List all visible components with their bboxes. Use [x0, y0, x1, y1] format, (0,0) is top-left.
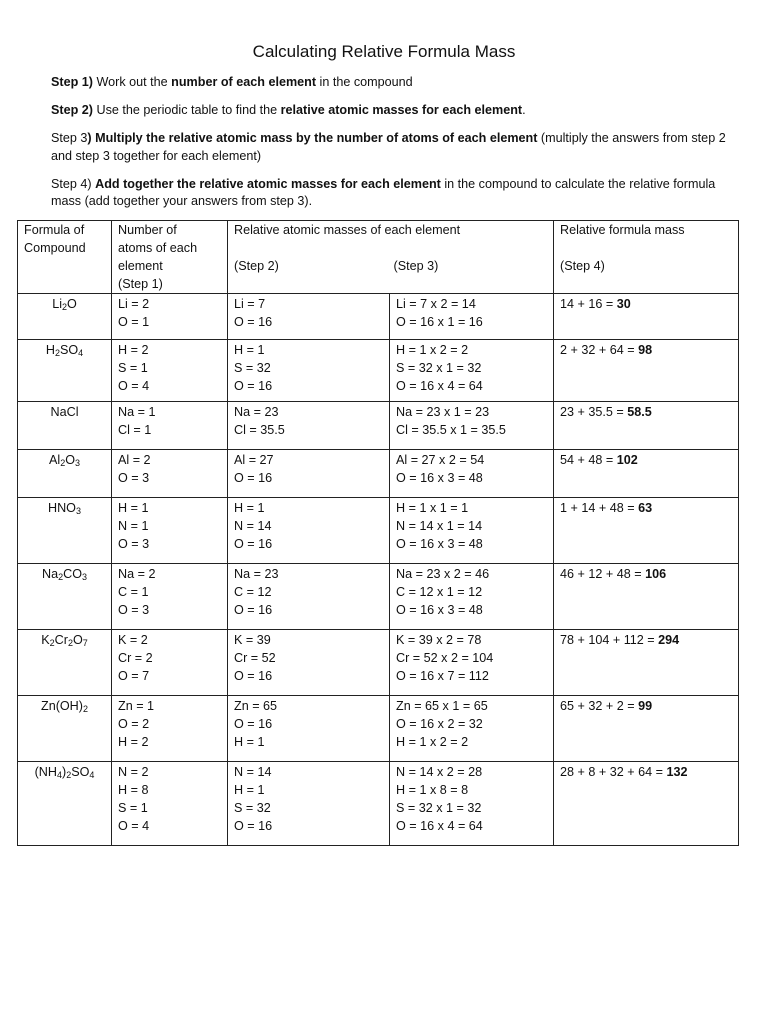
- formula-cell: $Al_2O_3$: [18, 450, 112, 498]
- masses-cell: Li = 7 O = 16: [228, 294, 390, 340]
- step-2: Step 2) Use the periodic table to find the relative atomic masses for each element.: [51, 103, 526, 117]
- total-value: 132: [666, 765, 688, 779]
- total-value: 58.5: [627, 405, 652, 419]
- table-row: [18, 340, 739, 402]
- formula-cell: $H_2SO_4$: [18, 340, 112, 402]
- products-cell: H = 1 x 2 = 2 S = 32 x 1 = 32 O = 16 x 4 = 64: [390, 340, 554, 402]
- formula-cell: $HNO_3$: [18, 498, 112, 564]
- atoms-cell: H = 1 N = 1 O = 3: [112, 498, 228, 564]
- instructions: [51, 74, 731, 221]
- atoms-cell: Na = 2 C = 1 O = 3: [112, 564, 228, 630]
- table-row: [18, 762, 739, 846]
- table-row: [18, 498, 739, 564]
- atoms-cell: N = 2 H = 8 S = 1 O = 4: [112, 762, 228, 846]
- total-value: 106: [645, 567, 667, 581]
- relative-formula-mass-cell: 46 + 12 + 48 = 106: [554, 564, 739, 630]
- masses-cell: Na = 23 C = 12 O = 16: [228, 564, 390, 630]
- products-cell: Li = 7 x 2 = 14 O = 16 x 1 = 16: [390, 294, 554, 340]
- products-cell: Zn = 65 x 1 = 65 O = 16 x 2 = 32 H = 1 x 2 = 2: [390, 696, 554, 762]
- total-value: 63: [638, 501, 653, 515]
- masses-cell: Al = 27 O = 16: [228, 450, 390, 498]
- atoms-cell: Li = 2 O = 1: [112, 294, 228, 340]
- header-step2: (Step 2): [234, 259, 279, 273]
- table-row: [18, 564, 739, 630]
- relative-formula-mass-cell: 28 + 8 + 32 + 64 = 132: [554, 762, 739, 846]
- products-cell: Na = 23 x 2 = 46 C = 12 x 1 = 12 O = 16 x 3 = 48: [390, 564, 554, 630]
- table-header-row: [18, 221, 739, 294]
- atoms-cell: Na = 1 Cl = 1: [112, 402, 228, 450]
- header-step3: (Step 3): [393, 259, 439, 273]
- step-4: Step 4) Add together the relative atomic masses for each element in the compound to calculate the relative formula mass (add together your answers from step 3).: [51, 176, 716, 208]
- step-3: Step 3) Multiply the relative atomic mass by the number of atoms of each element (multiply the answers from step 2 and step 3 together for each element): [51, 131, 726, 163]
- total-value: 30: [616, 297, 631, 311]
- relative-formula-mass-cell: 78 + 104 + 112 = 294: [554, 630, 739, 696]
- formula-mass-table: [17, 220, 739, 846]
- masses-cell: H = 1 N = 14 O = 16: [228, 498, 390, 564]
- masses-cell: Zn = 65 O = 16 H = 1: [228, 696, 390, 762]
- relative-formula-mass-cell: 54 + 48 = 102: [554, 450, 739, 498]
- header-formula: Formula of Compound: [18, 221, 112, 294]
- atoms-cell: K = 2 Cr = 2 O = 7: [112, 630, 228, 696]
- formula-cell: $K_2Cr_2O_7$: [18, 630, 112, 696]
- products-cell: N = 14 x 2 = 28 H = 1 x 8 = 8 S = 32 x 1 = 32 O = 16 x 4 = 64: [390, 762, 554, 846]
- total-value: 102: [616, 453, 638, 467]
- total-value: 99: [638, 699, 653, 713]
- products-cell: Na = 23 x 1 = 23 Cl = 35.5 x 1 = 35.5: [390, 402, 554, 450]
- table-row: [18, 402, 739, 450]
- relative-formula-mass-cell: 1 + 14 + 48 = 63: [554, 498, 739, 564]
- table-row: [18, 294, 739, 340]
- relative-formula-mass-cell: 14 + 16 = 30: [554, 294, 739, 340]
- relative-formula-mass-cell: 65 + 32 + 2 = 99: [554, 696, 739, 762]
- total-value: 98: [638, 343, 653, 357]
- products-cell: Al = 27 x 2 = 54 O = 16 x 3 = 48: [390, 450, 554, 498]
- relative-formula-mass-cell: 2 + 32 + 64 = 98: [554, 340, 739, 402]
- atoms-cell: Zn = 1 O = 2 H = 2: [112, 696, 228, 762]
- formula-cell: $Zn(OH)_2$: [18, 696, 112, 762]
- table-row: [18, 630, 739, 696]
- table-row: [18, 450, 739, 498]
- header-relative-formula-mass: Relative formula mass (Step 4): [554, 221, 739, 294]
- formula-cell: NaCl: [18, 402, 112, 450]
- header-atomic-masses: Relative atomic masses of each element (Step 2) (Step 3): [228, 221, 554, 294]
- atoms-cell: Al = 2 O = 3: [112, 450, 228, 498]
- formula-cell: $(NH_4)_2SO_4$: [18, 762, 112, 846]
- masses-cell: H = 1 S = 32 O = 16: [228, 340, 390, 402]
- atoms-cell: H = 2 S = 1 O = 4: [112, 340, 228, 402]
- formula-cell: $Li_2O$: [18, 294, 112, 340]
- masses-cell: Na = 23 Cl = 35.5: [228, 402, 390, 450]
- masses-cell: N = 14 H = 1 S = 32 O = 16: [228, 762, 390, 846]
- page-title: Calculating Relative Formula Mass: [252, 42, 516, 61]
- total-value: 294: [658, 633, 680, 647]
- masses-cell: K = 39 Cr = 52 O = 16: [228, 630, 390, 696]
- formula-cell: $Na_2CO_3$: [18, 564, 112, 630]
- products-cell: H = 1 x 1 = 1 N = 14 x 1 = 14 O = 16 x 3 = 48: [390, 498, 554, 564]
- step-1: Step 1) Work out the number of each element in the compound: [51, 75, 413, 89]
- header-atoms: Number of atoms of each element (Step 1): [112, 221, 228, 294]
- table-row: [18, 696, 739, 762]
- products-cell: K = 39 x 2 = 78 Cr = 52 x 2 = 104 O = 16 x 7 = 112: [390, 630, 554, 696]
- relative-formula-mass-cell: 23 + 35.5 = 58.5: [554, 402, 739, 450]
